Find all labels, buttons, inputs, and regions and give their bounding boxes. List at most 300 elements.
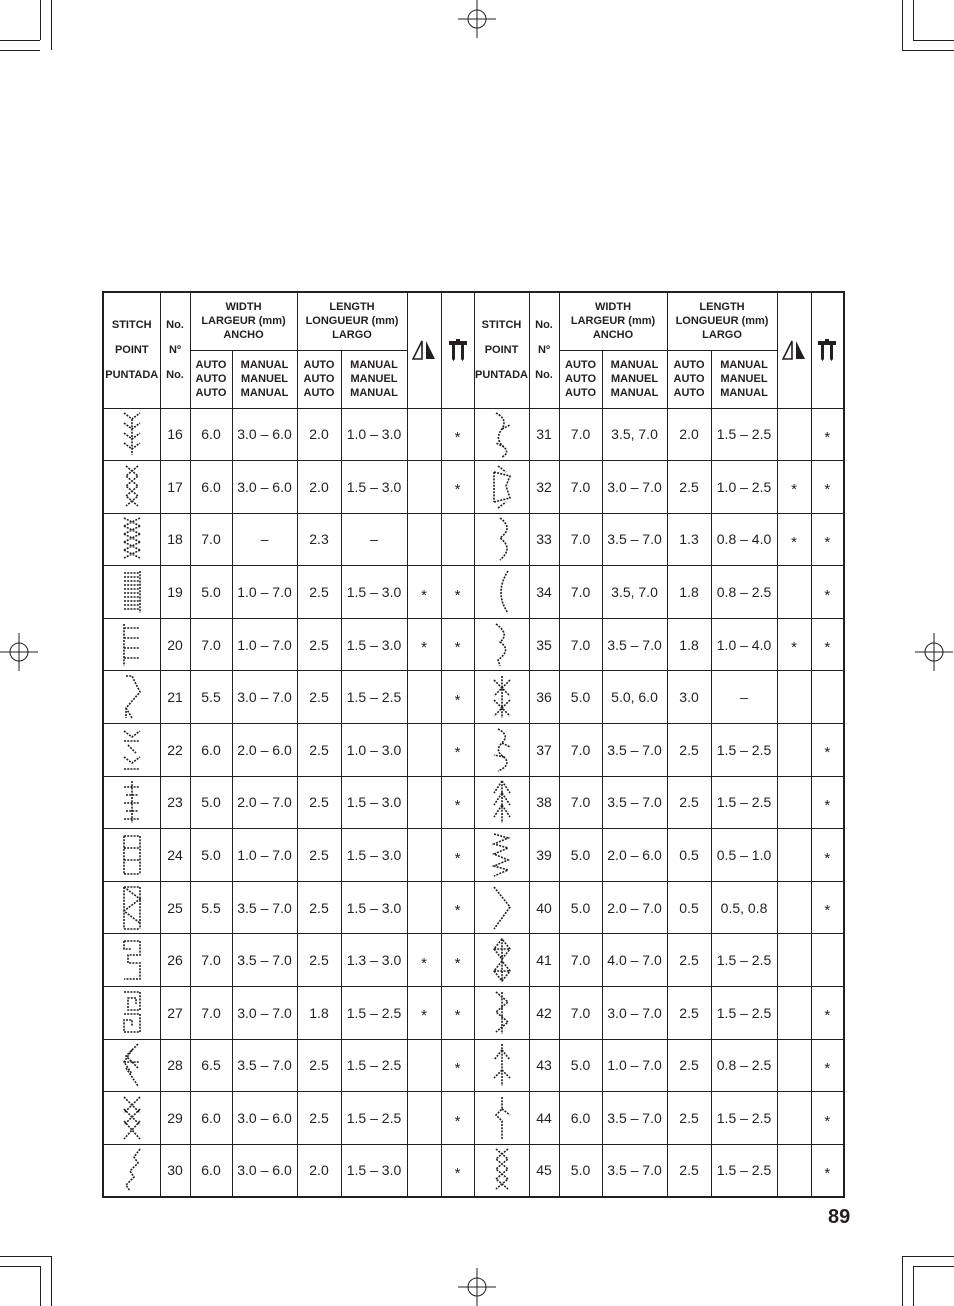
width-auto-value: 5.5 [190, 881, 232, 934]
length-auto-value: 2.5 [297, 671, 341, 724]
width-manual-value: 3.5 – 7.0 [602, 513, 667, 566]
twin-needle-available-mark: * [454, 796, 461, 814]
stitch-column-header: STITCH POINT PUNTADA [474, 292, 529, 408]
stitch-pattern-cell [474, 724, 529, 777]
length-auto-value: 2.5 [667, 987, 711, 1040]
twin-needle-column-header [441, 292, 474, 408]
length-auto-value: 2.0 [297, 408, 341, 461]
stitch-number: 41 [529, 934, 559, 987]
twin-needle-available-mark: * [824, 1059, 831, 1077]
width-auto-value: 7.0 [190, 934, 232, 987]
twin-needle-available-mark: * [824, 1112, 831, 1130]
width-manual-value: 3.5 – 7.0 [602, 724, 667, 777]
stitch-number: 45 [529, 1144, 559, 1197]
mirror-available-cell [407, 1092, 441, 1145]
width-auto-value: 7.0 [190, 987, 232, 1040]
width-auto-value: 5.0 [559, 1039, 602, 1092]
twin-needle-available-cell [811, 881, 844, 934]
width-auto-value: 5.0 [190, 566, 232, 619]
stitch-pattern-cell [103, 461, 160, 514]
stitch-pattern-icon [488, 777, 516, 827]
mirror-available-cell [777, 1144, 811, 1197]
twin-needle-available-mark: * [824, 1007, 831, 1025]
width-manual-value: 3.0 – 6.0 [232, 1092, 297, 1145]
length-manual-value: 1.0 – 2.5 [711, 461, 777, 514]
length-auto-value: 2.5 [297, 724, 341, 777]
width-manual-value: 3.0 – 6.0 [232, 408, 297, 461]
length-auto-value: 2.5 [297, 881, 341, 934]
width-manual-value: 3.5 – 7.0 [602, 618, 667, 671]
twin-needle-available-mark: * [454, 586, 461, 604]
width-auto-value: 5.0 [559, 881, 602, 934]
length-manual-value: 1.5 – 3.0 [341, 776, 407, 829]
length-auto-value: 2.3 [297, 513, 341, 566]
width-auto-value: 7.0 [559, 934, 602, 987]
width-manual-value: 3.0 – 7.0 [232, 671, 297, 724]
twin-needle-available-mark: * [824, 849, 831, 867]
mirror-available-cell [407, 408, 441, 461]
width-manual-value: 1.0 – 7.0 [602, 1039, 667, 1092]
crop-mark [40, 1266, 41, 1306]
width-manual-value: 3.0 – 7.0 [232, 987, 297, 1040]
stitch-pattern-cell [103, 987, 160, 1040]
length-auto-value: 2.5 [297, 618, 341, 671]
stitch-pattern-cell [474, 566, 529, 619]
width-column-header: WIDTH LARGEUR (mm) ANCHO [559, 292, 667, 350]
stitch-pattern-cell [474, 618, 529, 671]
length-auto-header: AUTO AUTO AUTO [297, 350, 341, 408]
stitch-number: 38 [529, 776, 559, 829]
width-auto-value: 7.0 [190, 513, 232, 566]
width-manual-value: 1.0 – 7.0 [232, 566, 297, 619]
stitch-number: 32 [529, 461, 559, 514]
mirror-available-cell [777, 881, 811, 934]
width-manual-value: 2.0 – 7.0 [232, 776, 297, 829]
length-auto-value: 2.5 [667, 934, 711, 987]
width-auto-value: 6.0 [190, 724, 232, 777]
twin-needle-available-cell [441, 1039, 474, 1092]
crop-mark [902, 50, 954, 51]
width-auto-value: 7.0 [559, 566, 602, 619]
twin-needle-available-cell [441, 408, 474, 461]
mirror-available-cell [407, 513, 441, 566]
twin-needle-available-mark: * [454, 1007, 461, 1025]
length-manual-value: 1.5 – 3.0 [341, 829, 407, 882]
mirror-available-cell [407, 829, 441, 882]
crop-mark [902, 0, 903, 50]
mirror-available-cell [407, 671, 441, 724]
mirror-image-icon [412, 340, 436, 360]
stitch-pattern-cell [103, 1144, 160, 1197]
registration-mark-icon [458, 0, 496, 38]
twin-needle-available-cell [811, 987, 844, 1040]
mirror-available-cell [777, 618, 811, 671]
length-manual-value: 1.5 – 2.5 [711, 1144, 777, 1197]
length-manual-value: 1.0 – 3.0 [341, 724, 407, 777]
twin-needle-available-cell [441, 724, 474, 777]
stitch-pattern-cell [103, 724, 160, 777]
table-row [103, 776, 844, 829]
crop-mark [0, 50, 40, 51]
stitch-pattern-cell [103, 671, 160, 724]
width-manual-value: 3.0 – 7.0 [602, 987, 667, 1040]
twin-needle-available-cell [811, 1144, 844, 1197]
length-auto-value: 2.5 [667, 1039, 711, 1092]
mirror-available-cell [407, 1039, 441, 1092]
twin-needle-available-mark: * [454, 428, 461, 446]
width-auto-value: 5.0 [559, 671, 602, 724]
crop-mark [0, 1266, 40, 1267]
twin-needle-available-mark: * [824, 428, 831, 446]
stitch-pattern-cell [103, 881, 160, 934]
stitch-number: 31 [529, 408, 559, 461]
twin-needle-available-mark: * [454, 481, 461, 499]
twin-needle-available-cell [811, 1092, 844, 1145]
stitch-number: 17 [160, 461, 190, 514]
crop-mark [913, 1266, 914, 1306]
mirror-available-cell [777, 724, 811, 777]
length-manual-value: 1.5 – 2.5 [341, 1092, 407, 1145]
crop-mark [913, 0, 914, 40]
stitch-pattern-cell [474, 776, 529, 829]
stitch-pattern-icon [118, 1093, 146, 1143]
width-auto-value: 6.0 [190, 1144, 232, 1197]
registration-mark-icon [915, 633, 953, 671]
mirror-available-mark: * [421, 954, 427, 972]
length-auto-value: 1.3 [667, 513, 711, 566]
width-auto-value: 7.0 [559, 408, 602, 461]
length-manual-value: 1.5 – 2.5 [711, 724, 777, 777]
twin-needle-available-mark: * [824, 744, 831, 762]
length-manual-value: 0.8 – 2.5 [711, 1039, 777, 1092]
length-auto-value: 2.0 [297, 1144, 341, 1197]
crop-mark [51, 0, 52, 50]
length-manual-value: 0.5 – 1.0 [711, 829, 777, 882]
mirror-available-cell [777, 408, 811, 461]
length-auto-value: 2.5 [667, 1144, 711, 1197]
stitch-pattern-icon [118, 935, 146, 985]
stitch-pattern-icon [488, 462, 516, 512]
stitch-number: 26 [160, 934, 190, 987]
stitch-pattern-icon [118, 1145, 146, 1195]
stitch-pattern-icon [118, 725, 146, 775]
stitch-pattern-icon [118, 409, 146, 459]
twin-needle-available-cell [811, 934, 844, 987]
stitch-number: 37 [529, 724, 559, 777]
table-row [103, 566, 844, 619]
twin-needle-available-mark: * [824, 796, 831, 814]
length-manual-value: – [711, 671, 777, 724]
stitch-chart-table [102, 291, 845, 1198]
mirror-available-cell [407, 1144, 441, 1197]
length-auto-value: 2.5 [297, 934, 341, 987]
length-manual-value: 1.5 – 2.5 [341, 987, 407, 1040]
length-column-header: LENGTH LONGUEUR (mm) LARGO [297, 292, 407, 350]
stitch-pattern-cell [474, 881, 529, 934]
width-manual-value: 3.5 – 7.0 [232, 1039, 297, 1092]
twin-needle-available-cell [811, 461, 844, 514]
table-row [103, 1092, 844, 1145]
twin-needle-available-cell [441, 1092, 474, 1145]
width-manual-value: 5.0, 6.0 [602, 671, 667, 724]
twin-needle-available-mark: * [454, 1112, 461, 1130]
stitch-pattern-icon [118, 462, 146, 512]
width-manual-value: 1.0 – 7.0 [232, 618, 297, 671]
twin-needle-available-mark: * [454, 954, 461, 972]
stitch-pattern-cell [103, 776, 160, 829]
width-manual-value: 3.5 – 7.0 [232, 881, 297, 934]
stitch-number: 25 [160, 881, 190, 934]
mirror-available-mark: * [791, 533, 797, 551]
width-auto-value: 7.0 [559, 461, 602, 514]
stitch-pattern-cell [474, 513, 529, 566]
length-auto-value: 3.0 [667, 671, 711, 724]
width-manual-value: 4.0 – 7.0 [602, 934, 667, 987]
width-manual-value: 3.5 – 7.0 [232, 934, 297, 987]
mirror-available-cell [407, 461, 441, 514]
length-manual-value: 1.5 – 2.5 [341, 1039, 407, 1092]
twin-needle-available-mark: * [824, 481, 831, 499]
width-manual-header: MANUAL MANUEL MANUAL [232, 350, 297, 408]
width-manual-value: 3.5 – 7.0 [602, 776, 667, 829]
stitch-pattern-icon [488, 514, 516, 564]
twin-needle-available-mark: * [824, 533, 831, 551]
width-manual-value: 1.0 – 7.0 [232, 829, 297, 882]
width-auto-value: 7.0 [559, 618, 602, 671]
table-row [103, 671, 844, 724]
length-manual-value: 1.0 – 4.0 [711, 618, 777, 671]
length-auto-value: 1.8 [297, 987, 341, 1040]
length-manual-value: 1.5 – 2.5 [711, 408, 777, 461]
stitch-pattern-icon [488, 620, 516, 670]
stitch-pattern-icon [488, 1040, 516, 1090]
crop-mark [902, 1256, 903, 1306]
stitch-number: 27 [160, 987, 190, 1040]
stitch-pattern-cell [474, 829, 529, 882]
stitch-pattern-icon [118, 672, 146, 722]
twin-needle-available-cell [441, 671, 474, 724]
mirror-available-cell [777, 1039, 811, 1092]
length-auto-value: 1.8 [667, 566, 711, 619]
registration-mark-icon [0, 633, 38, 671]
width-manual-value: – [232, 513, 297, 566]
width-auto-value: 5.0 [190, 776, 232, 829]
length-auto-value: 2.5 [297, 1039, 341, 1092]
stitch-pattern-cell [474, 1039, 529, 1092]
width-manual-header: MANUAL MANUEL MANUAL [602, 350, 667, 408]
mirror-column-header [407, 292, 441, 408]
table-row [103, 461, 844, 514]
length-auto-value: 2.5 [667, 776, 711, 829]
stitch-pattern-icon [488, 1145, 516, 1195]
twin-needle-available-cell [811, 671, 844, 724]
twin-needle-available-cell [811, 566, 844, 619]
mirror-available-cell [777, 671, 811, 724]
twin-needle-available-mark: * [824, 1164, 831, 1182]
stitch-pattern-icon [118, 620, 146, 670]
length-auto-value: 2.5 [297, 566, 341, 619]
stitch-number: 36 [529, 671, 559, 724]
twin-needle-available-cell [811, 408, 844, 461]
width-manual-value: 3.5, 7.0 [602, 566, 667, 619]
twin-needle-available-cell [441, 987, 474, 1040]
stitch-pattern-cell [103, 408, 160, 461]
stitch-pattern-icon [488, 1093, 516, 1143]
width-auto-value: 6.5 [190, 1039, 232, 1092]
table-row [103, 724, 844, 777]
width-auto-value: 6.0 [559, 1092, 602, 1145]
twin-needle-available-cell [811, 724, 844, 777]
length-manual-header: MANUAL MANUEL MANUAL [341, 350, 407, 408]
mirror-available-mark: * [791, 481, 797, 499]
width-auto-value: 5.0 [559, 829, 602, 882]
length-manual-value: 1.0 – 3.0 [341, 408, 407, 461]
crop-mark [913, 1266, 954, 1267]
stitch-number: 39 [529, 829, 559, 882]
twin-needle-available-cell [811, 513, 844, 566]
twin-needle-icon [816, 339, 838, 361]
twin-needle-available-cell [441, 1144, 474, 1197]
stitch-number: 30 [160, 1144, 190, 1197]
twin-needle-available-cell [441, 566, 474, 619]
stitch-pattern-icon [488, 672, 516, 722]
twin-needle-available-mark: * [824, 902, 831, 920]
stitch-pattern-cell [103, 934, 160, 987]
twin-needle-available-cell [441, 776, 474, 829]
twin-needle-available-mark: * [454, 639, 461, 657]
table-row [103, 408, 844, 461]
length-manual-header: MANUAL MANUEL MANUAL [711, 350, 777, 408]
width-manual-value: 3.5, 7.0 [602, 408, 667, 461]
width-column-header: WIDTH LARGEUR (mm) ANCHO [190, 292, 297, 350]
stitch-pattern-icon [488, 725, 516, 775]
width-manual-value: 2.0 – 6.0 [232, 724, 297, 777]
width-auto-header: AUTO AUTO AUTO [190, 350, 232, 408]
page-number: 89 [828, 1206, 851, 1228]
table-row [103, 618, 844, 671]
length-manual-value: 1.3 – 3.0 [341, 934, 407, 987]
length-auto-value: 2.5 [297, 776, 341, 829]
stitch-pattern-icon [488, 830, 516, 880]
stitch-number: 35 [529, 618, 559, 671]
twin-needle-available-mark: * [454, 1059, 461, 1077]
twin-needle-column-header [811, 292, 844, 408]
twin-needle-available-mark: * [824, 639, 831, 657]
mirror-available-cell [407, 566, 441, 619]
stitch-pattern-icon [118, 777, 146, 827]
mirror-available-cell [777, 776, 811, 829]
twin-needle-available-cell [811, 1039, 844, 1092]
stitch-pattern-icon [118, 830, 146, 880]
mirror-available-cell [407, 934, 441, 987]
length-auto-value: 1.8 [667, 618, 711, 671]
table-row [103, 1144, 844, 1197]
mirror-available-cell [407, 987, 441, 1040]
length-manual-value: 1.5 – 3.0 [341, 566, 407, 619]
stitch-number: 34 [529, 566, 559, 619]
stitch-pattern-cell [103, 829, 160, 882]
stitch-number: 40 [529, 881, 559, 934]
stitch-pattern-cell [474, 408, 529, 461]
mirror-available-mark: * [791, 639, 797, 657]
width-auto-value: 7.0 [559, 776, 602, 829]
stitch-pattern-icon [488, 409, 516, 459]
stitch-number: 16 [160, 408, 190, 461]
twin-needle-available-cell [441, 618, 474, 671]
stitch-pattern-cell [103, 1092, 160, 1145]
length-manual-value: 1.5 – 3.0 [341, 1144, 407, 1197]
width-auto-value: 6.0 [190, 1092, 232, 1145]
length-manual-value: – [341, 513, 407, 566]
twin-needle-available-mark: * [454, 1164, 461, 1182]
stitch-number: 43 [529, 1039, 559, 1092]
length-auto-header: AUTO AUTO AUTO [667, 350, 711, 408]
stitch-number: 33 [529, 513, 559, 566]
stitch-number: 20 [160, 618, 190, 671]
twin-needle-available-cell [811, 618, 844, 671]
length-column-header: LENGTH LONGUEUR (mm) LARGO [667, 292, 777, 350]
registration-mark-icon [458, 1268, 496, 1306]
width-auto-value: 5.5 [190, 671, 232, 724]
length-auto-value: 0.5 [667, 881, 711, 934]
length-auto-value: 2.5 [667, 724, 711, 777]
length-auto-value: 2.5 [667, 1092, 711, 1145]
stitch-pattern-icon [118, 567, 146, 617]
mirror-available-mark: * [421, 586, 427, 604]
twin-needle-available-cell [441, 829, 474, 882]
length-manual-value: 1.5 – 2.5 [341, 671, 407, 724]
length-auto-value: 2.0 [667, 408, 711, 461]
length-manual-value: 1.5 – 2.5 [711, 1092, 777, 1145]
width-auto-value: 5.0 [190, 829, 232, 882]
length-manual-value: 1.5 – 3.0 [341, 881, 407, 934]
stitch-number: 18 [160, 513, 190, 566]
stitch-pattern-icon [118, 988, 146, 1038]
twin-needle-available-cell [811, 776, 844, 829]
width-manual-value: 3.0 – 7.0 [602, 461, 667, 514]
twin-needle-available-mark: * [454, 744, 461, 762]
table-row [103, 934, 844, 987]
crop-mark [51, 1256, 52, 1306]
stitch-pattern-icon [118, 1040, 146, 1090]
stitch-pattern-cell [474, 671, 529, 724]
table-row [103, 1039, 844, 1092]
length-auto-value: 2.5 [667, 461, 711, 514]
stitch-number: 44 [529, 1092, 559, 1145]
mirror-available-mark: * [421, 1007, 427, 1025]
mirror-available-cell [407, 724, 441, 777]
width-manual-value: 3.5 – 7.0 [602, 1144, 667, 1197]
width-auto-value: 5.0 [559, 1144, 602, 1197]
crop-mark [913, 40, 954, 41]
table-row [103, 881, 844, 934]
stitch-pattern-icon [488, 567, 516, 617]
stitch-pattern-cell [103, 566, 160, 619]
mirror-available-cell [777, 513, 811, 566]
mirror-available-cell [777, 934, 811, 987]
width-auto-header: AUTO AUTO AUTO [559, 350, 602, 408]
width-auto-value: 6.0 [190, 461, 232, 514]
twin-needle-available-cell [441, 881, 474, 934]
twin-needle-available-cell [441, 513, 474, 566]
stitch-pattern-icon [118, 514, 146, 564]
length-manual-value: 1.5 – 3.0 [341, 618, 407, 671]
mirror-available-cell [777, 829, 811, 882]
length-manual-value: 1.5 – 3.0 [341, 461, 407, 514]
twin-needle-available-mark: * [454, 691, 461, 709]
crop-mark [0, 1256, 51, 1257]
length-manual-value: 1.5 – 2.5 [711, 776, 777, 829]
